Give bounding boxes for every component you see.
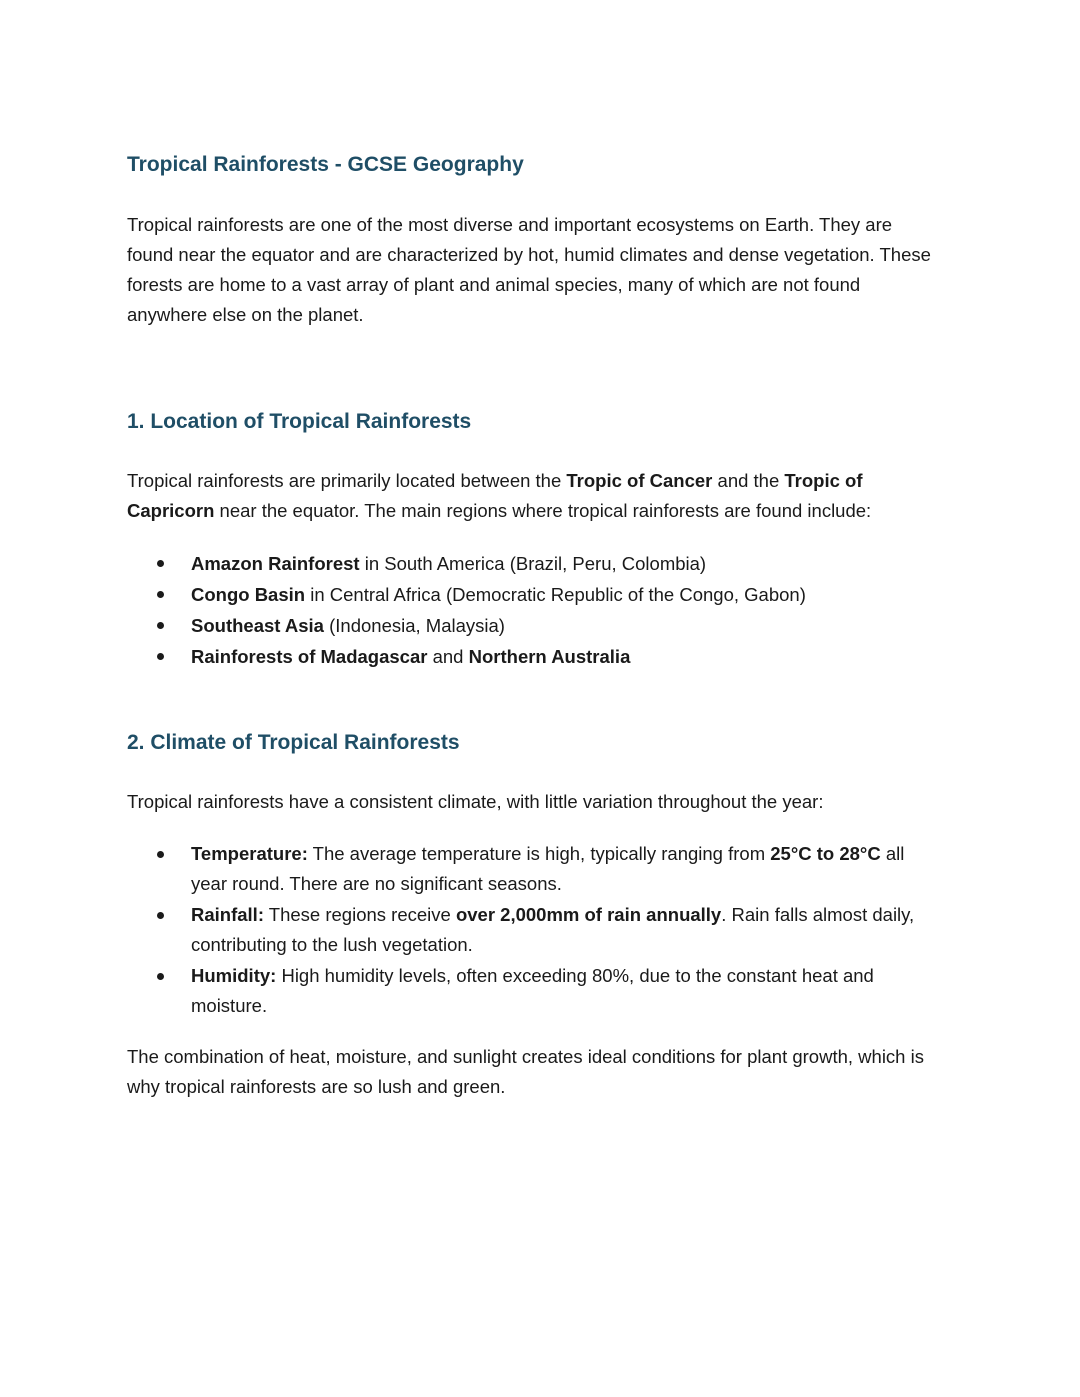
bullet-icon xyxy=(157,653,164,660)
bullet-icon xyxy=(157,912,164,919)
document-title: Tropical Rainforests - GCSE Geography xyxy=(127,153,524,176)
bullet-icon xyxy=(157,851,164,858)
list-item: Rainfall: These regions receive over 2,000mm of rain annually. Rain falls almost daily, contributing to the lush vegetation. xyxy=(157,900,937,960)
location-list xyxy=(157,548,937,672)
list-item: Humidity: High humidity levels, often exceeding 80%, due to the constant heat and moisture. xyxy=(157,961,937,1021)
conclusion-paragraph: The combination of heat, moisture, and sunlight creates ideal conditions for plant growth, which is why tropical rainforests are so lush and green. xyxy=(127,1046,924,1097)
list-item: Rainforests of Madagascar and Northern Australia xyxy=(157,641,937,672)
list-item: Temperature: The average temperature is high, typically ranging from 25°C to 28°C all year round. There are no significant seasons. xyxy=(157,839,937,899)
climate-paragraph: Tropical rainforests have a consistent climate, with little variation throughout the year: xyxy=(127,791,824,812)
bullet-icon xyxy=(157,591,164,598)
list-item: Southeast Asia (Indonesia, Malaysia) xyxy=(157,610,937,641)
location-heading: 1. Location of Tropical Rainforests xyxy=(127,410,472,433)
bullet-icon xyxy=(157,973,164,980)
list-item: Amazon Rainforest in South America (Brazil, Peru, Colombia) xyxy=(157,548,937,579)
intro-paragraph: Tropical rainforests are one of the most diverse and important ecosystems on Earth. They are found near the equator and are characterized by hot, humid climates and dense vegetation. These forests are home to a vast array of plant and animal species, many of which are not found anywhere else on the planet. xyxy=(127,214,931,325)
bullet-icon xyxy=(157,560,164,567)
location-paragraph: Tropical rainforests are primarily located between the Tropic of Cancer and the Tropic of Capricorn near the equator. The main regions where tropical rainforests are found include: xyxy=(127,470,872,521)
climate-list xyxy=(157,839,937,1022)
bullet-icon xyxy=(157,622,164,629)
list-item: Congo Basin in Central Africa (Democratic Republic of the Congo, Gabon) xyxy=(157,579,937,610)
climate-heading: 2. Climate of Tropical Rainforests xyxy=(127,731,460,754)
